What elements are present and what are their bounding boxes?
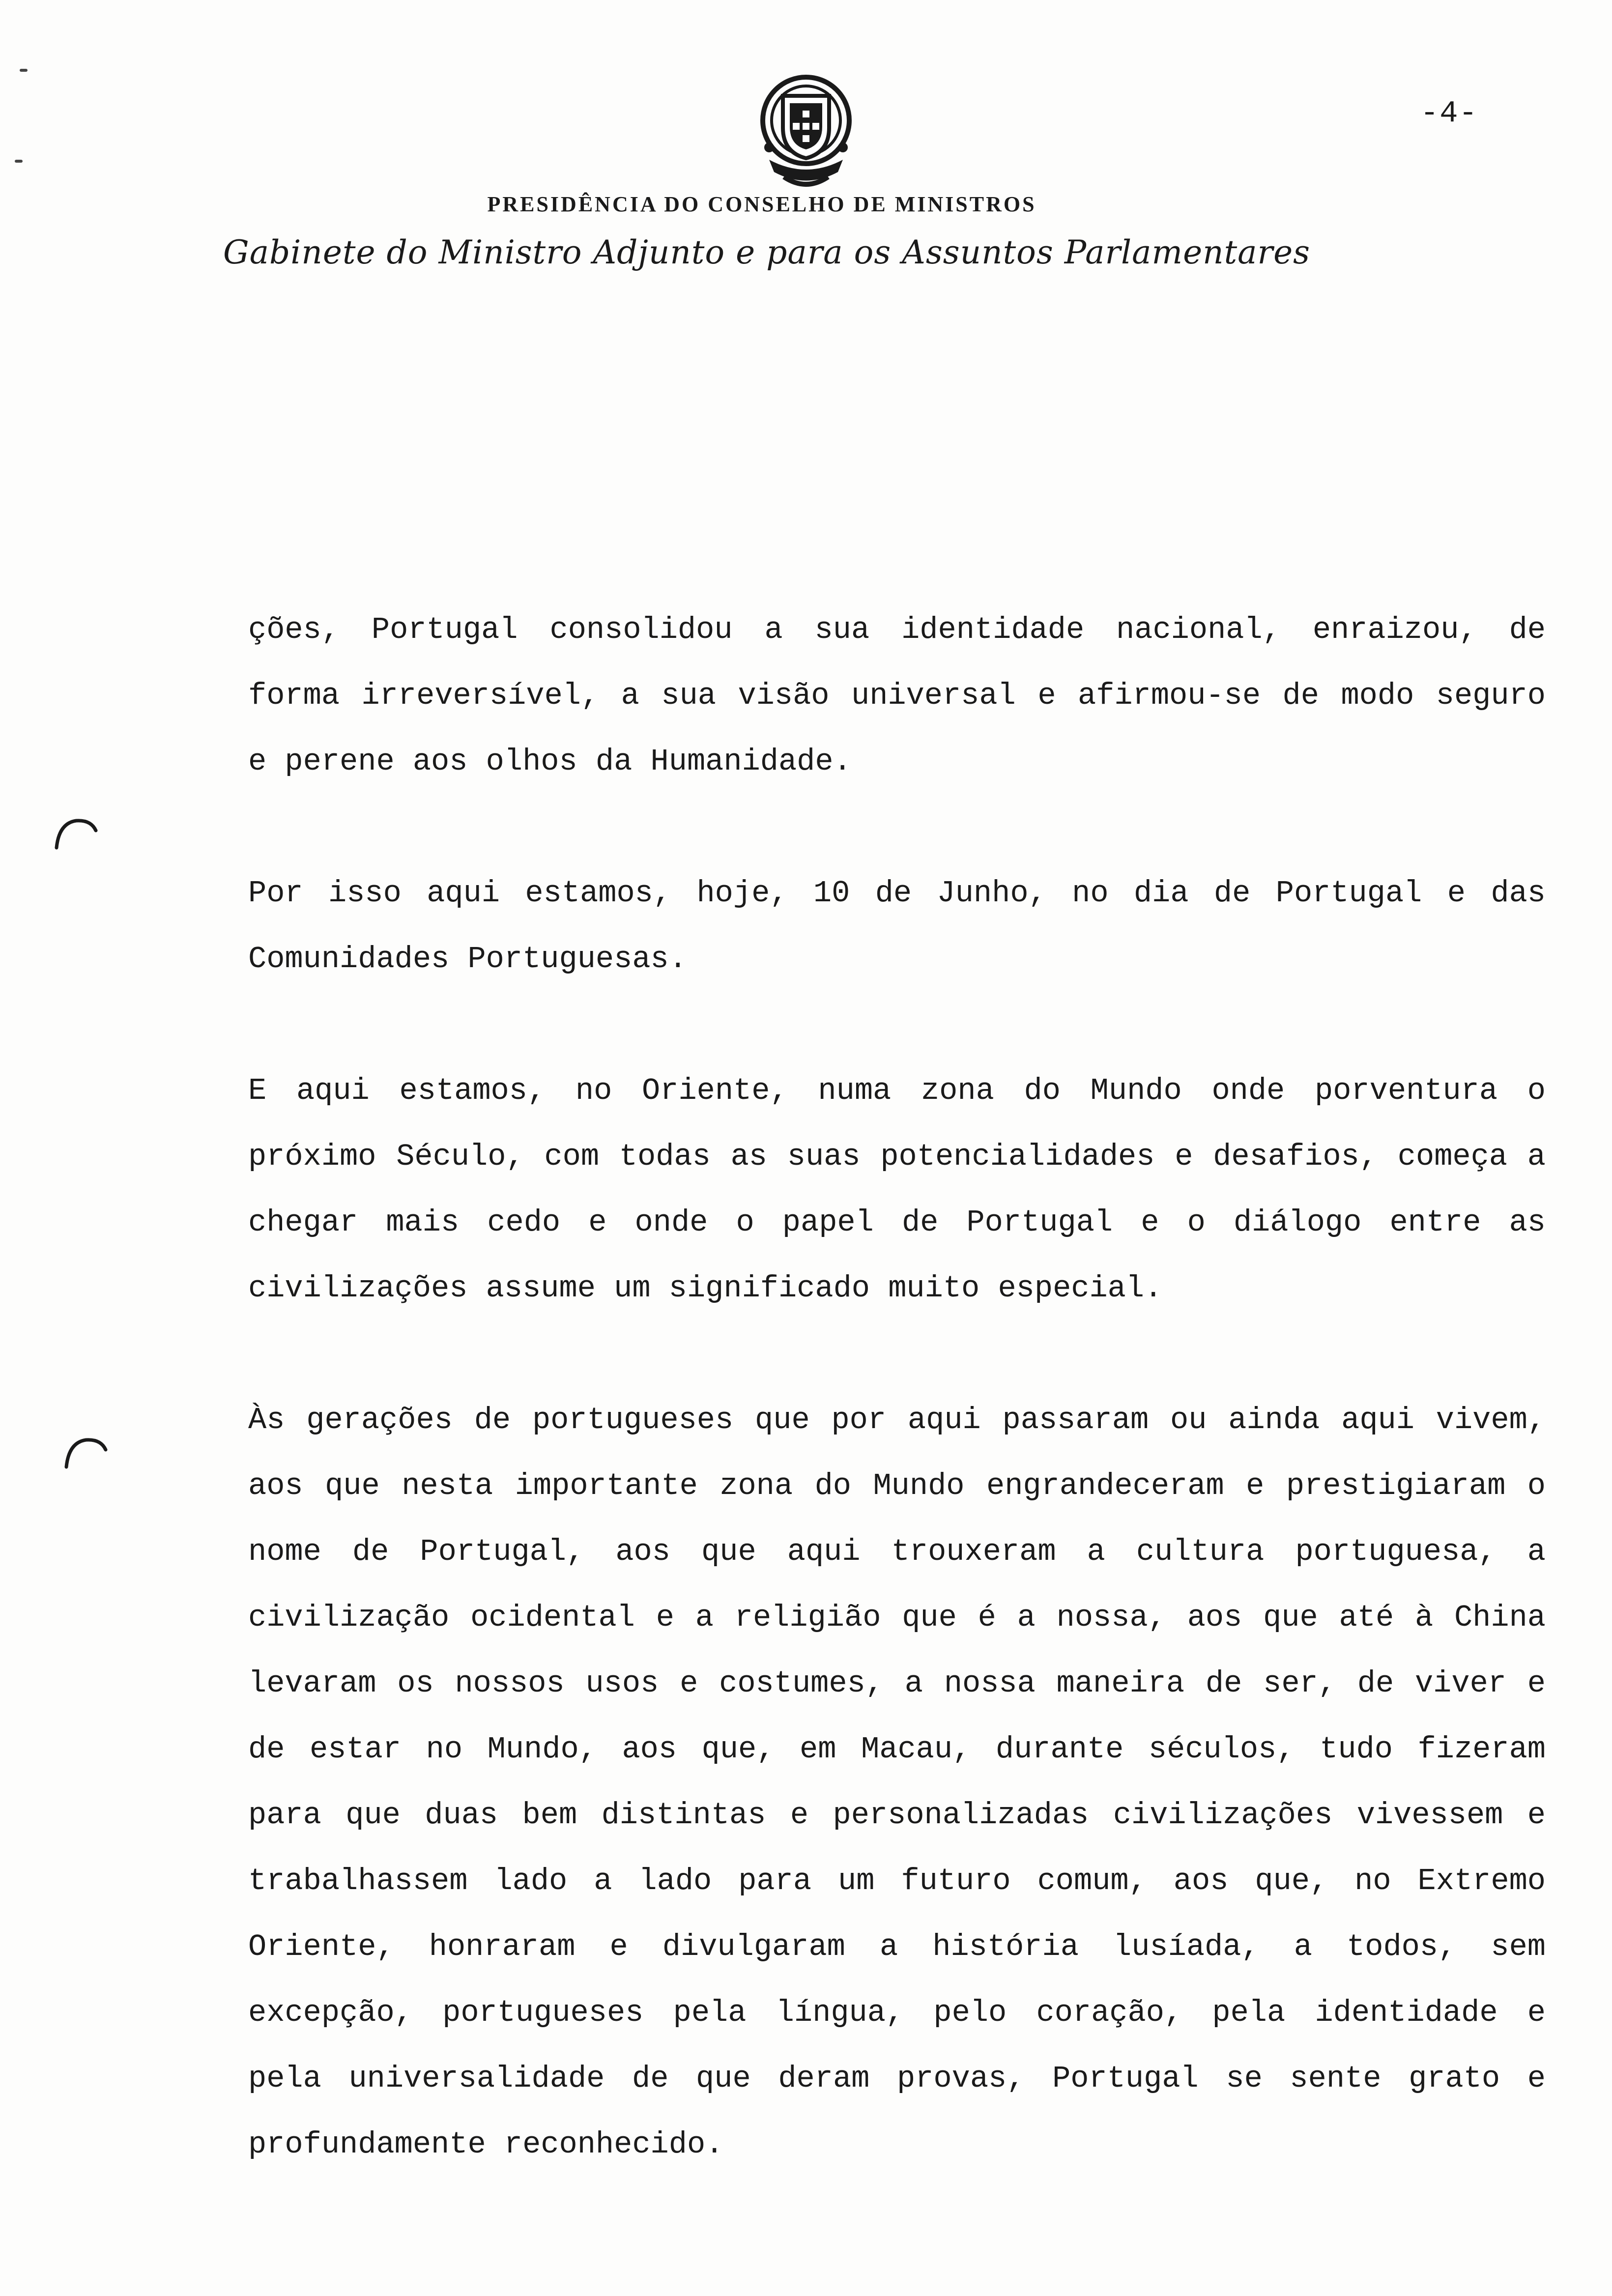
page-number: -4- <box>1420 96 1478 131</box>
office-subheading <box>0 233 1612 271</box>
institution-name: PRESIDÊNCIA DO CONSELHO DE MINISTROS <box>487 192 1036 216</box>
coat-of-arms-icon <box>754 74 858 197</box>
paragraph-3: E aqui estamos, no Oriente, numa zona do Mundo onde porventura o próximo Século, com todas as suas potencialidades e desafios, começa a chegar mais cedo e onde o papel de Portugal e o diálogo entre as civilizações assume um significado muito especial. <box>248 1073 1546 1306</box>
binder-hole-mark <box>54 816 98 850</box>
institution-heading <box>0 192 1612 217</box>
scan-speck <box>20 69 28 72</box>
document-body <box>248 597 1546 2243</box>
paragraph-2: Por isso aqui estamos, hoje, 10 de Junho, no dia de Portugal e das Comunidades Portuguesas. <box>248 876 1546 976</box>
paragraph-1: ções, Portugal consolidou a sua identidade nacional, enraizou, de forma irreversível, a sua visão universal e afirmou-se de modo seguro e perene aos olhos da Humanidade. <box>248 612 1546 779</box>
paragraph-4: Às gerações de portugueses que por aqui passaram ou ainda aqui vivem, aos que nesta importante zona do Mundo engrandeceram e prestigiaram o nome de Portugal, aos que aqui trouxeram a cultura portuguesa, a civilização ocidental e a religião que é a nossa, aos que até à China levaram os nossos usos e costumes, a nossa maneira de ser, de viver e de estar no Mundo, aos que, em Macau, durante séculos, tudo fizeram para que duas bem distintas e personalizadas civilizações vivessem e trabalhassem lado a lado para um futuro comum, aos que, no Extremo Oriente, honraram e divulgaram a história lusíada, a todos, sem excepção, portugueses pela língua, pelo coração, pela identidade e pela universalidade de que deram provas, Portugal se sente grato e profundamente reconhecido. <box>248 1403 1546 2162</box>
office-name: Gabinete do Ministro Adjunto e para os Assuntos Parlamentares <box>223 233 1311 271</box>
binder-hole-mark <box>64 1435 108 1469</box>
scan-speck <box>15 160 23 163</box>
